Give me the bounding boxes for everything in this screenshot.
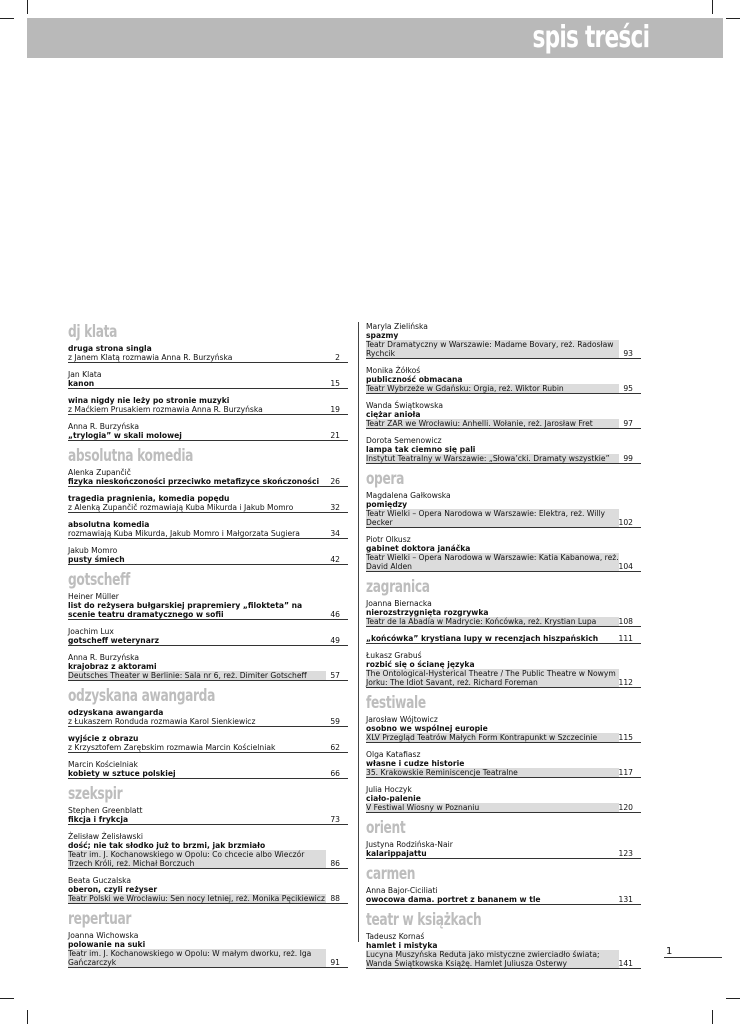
- section-title: repertuar: [68, 909, 132, 929]
- toc-entry[interactable]: [68, 832, 348, 869]
- entry-page-number: 34: [330, 529, 340, 538]
- entry-text: [68, 931, 348, 967]
- toc-entry[interactable]: [366, 715, 641, 743]
- section-title: orient: [366, 818, 406, 838]
- entry-text: [366, 750, 641, 777]
- toc-entry[interactable]: [366, 436, 641, 464]
- entry-author: Monika Żółkoś: [366, 366, 421, 375]
- entry-author: Wanda Świątkowska: [366, 401, 444, 410]
- toc-entry[interactable]: [366, 886, 641, 905]
- entry-title: absolutna komedia: [68, 520, 150, 529]
- entry-page-number: 102: [618, 518, 633, 527]
- toc-section-opera: [366, 471, 641, 572]
- entry-page-number: 131: [618, 895, 633, 904]
- entry-text: [366, 366, 641, 393]
- entry-page-number: 32: [330, 503, 340, 512]
- toc-section-festiwale: [366, 695, 641, 813]
- entry-description: Instytut Teatralny w Warszawie: „Słowa’cki. Dramaty wszystkie”: [366, 454, 619, 463]
- entry-author: Tadeusz Kornaś: [366, 932, 425, 941]
- toc-section-gotscheff: [68, 572, 348, 681]
- entry-page-number: 120: [618, 803, 633, 812]
- section-title: dj klata: [68, 322, 118, 342]
- section-title: absolutna komedia: [68, 446, 194, 466]
- section-title: teatr w książkach: [366, 910, 482, 930]
- entry-author: Joanna Biernacka: [366, 599, 432, 608]
- entry-text: [366, 599, 641, 626]
- entry-title: oberon, czyli reżyser: [68, 885, 158, 894]
- crop-mark: [726, 18, 740, 19]
- toc-section: [366, 322, 641, 464]
- entry-text: [366, 535, 641, 571]
- entry-title: spazmy: [366, 331, 399, 340]
- entry-page-number: 115: [618, 733, 633, 742]
- entry-page-number: 123: [618, 849, 633, 858]
- entry-description: Teatr Wybrzeże w Gdańsku: Orgia, reż. Wiktor Rubin: [366, 384, 619, 393]
- entry-page-number: 73: [330, 815, 340, 824]
- entry-text: [68, 468, 348, 486]
- entry-text: [366, 886, 641, 904]
- page-number-rule: [664, 957, 722, 958]
- section-title: szekspir: [68, 784, 123, 804]
- entry-description: Teatr Wielki – Opera Narodowa w Warszawie: Elektra, reż. Willy Decker: [366, 509, 619, 527]
- entry-page-number: 62: [330, 743, 340, 752]
- entry-title: gotscheff weterynarz: [68, 636, 159, 645]
- toc-section-orient: [366, 820, 641, 859]
- toc-entry[interactable]: [68, 520, 348, 539]
- entry-author: Żelisław Żelisławski: [68, 832, 144, 841]
- entry-text: [68, 520, 348, 538]
- entry-title: kalarippajattu: [366, 849, 427, 858]
- toc-entry[interactable]: [366, 750, 641, 778]
- entry-title: gabinet doktora janáčka: [366, 544, 471, 553]
- entry-author: Heiner Müller: [68, 592, 119, 601]
- entry-author: Joachim Lux: [68, 627, 114, 636]
- entry-description: Teatr Polski we Wrocławiu: Sen nocy letniej, reż. Monika Pęcikiewicz: [68, 894, 325, 903]
- column-divider: [358, 322, 359, 942]
- entry-title: rozbić się o ścianę języka: [366, 660, 475, 669]
- entry-author: Anna R. Burzyńska: [68, 422, 140, 431]
- entry-title: fikcja i frykcja: [68, 815, 129, 824]
- entry-title: pusty śmiech: [68, 555, 125, 564]
- toc-entry[interactable]: [68, 708, 348, 727]
- entry-text: [68, 760, 348, 778]
- entry-author: Jarosław Wójtowicz: [366, 715, 438, 724]
- entry-text: [68, 734, 348, 752]
- entry-page-number: 86: [330, 859, 340, 868]
- entry-page-number: 108: [618, 617, 633, 626]
- entry-text: [68, 344, 348, 362]
- entry-text: [366, 785, 641, 812]
- toc-entry[interactable]: [68, 876, 348, 904]
- entry-page-number: 26: [330, 477, 340, 486]
- entry-text: [366, 401, 641, 428]
- toc-section-teatr-w-ksiazkach: [366, 912, 641, 969]
- entry-description: 35. Krakowskie Reminiscencje Teatralne: [366, 768, 619, 777]
- crop-mark: [0, 18, 14, 19]
- entry-title: fizyka nieskończoności przeciwko metafizyce skończoności: [68, 477, 320, 486]
- page-title: spis treści: [532, 20, 649, 55]
- entry-description: Teatr de la Abadía w Madrycie: Końcówka, reż. Krystian Lupa: [366, 617, 619, 626]
- entry-description: Teatr ZAR we Wrocławiu: Anhelli. Wołanie, reż. Jarosław Fret: [366, 419, 619, 428]
- toc-entry[interactable]: [68, 546, 348, 565]
- toc-section-dj-klata: [68, 324, 348, 441]
- entry-title: kobiety w sztuce polskiej: [68, 769, 176, 778]
- entry-description: Teatr im. J. Kochanowskiego w Opolu: Co chcecie albo Wieczór Trzech Króli, reż. Michał Borczuch: [68, 850, 326, 868]
- entry-title: ciało-palenie: [366, 794, 421, 803]
- entry-page-number: 49: [330, 636, 340, 645]
- entry-text: [68, 494, 348, 512]
- entry-title: „trylogia” w skali molowej: [68, 431, 182, 440]
- toc-entry[interactable]: [366, 322, 641, 359]
- entry-title: lampa tak ciemno się pali: [366, 445, 476, 454]
- entry-description: z Alenką Zupančič rozmawiają Kuba Mikurda i Jakub Momro: [68, 503, 294, 512]
- entry-text: [68, 422, 348, 440]
- entry-page-number: 88: [330, 894, 340, 903]
- toc-entry[interactable]: [366, 932, 641, 969]
- entry-text: [366, 840, 641, 858]
- entry-text: [366, 651, 641, 687]
- entry-text: [366, 932, 641, 968]
- entry-author: Anna R. Burzyńska: [68, 653, 140, 662]
- entry-author: Maryla Zielińska: [366, 322, 428, 331]
- crop-mark: [712, 1010, 713, 1024]
- toc-entry[interactable]: [68, 344, 348, 363]
- entry-author: Marcin Kościelniak: [68, 760, 138, 769]
- entry-text: [68, 627, 348, 645]
- entry-author: Magdalena Gałkowska: [366, 491, 451, 500]
- entry-title: owocowa dama. portret z bananem w tle: [366, 895, 541, 904]
- crop-mark: [712, 0, 713, 14]
- section-title: carmen: [366, 864, 416, 884]
- entry-text: [366, 322, 641, 358]
- entry-author: Dorota Semenowicz: [366, 436, 442, 445]
- toc-entry[interactable]: [366, 366, 641, 394]
- entry-author: Justyna Rodzińska-Nair: [366, 840, 453, 849]
- entry-page-number: 57: [330, 671, 340, 680]
- entry-page-number: 15: [330, 379, 340, 388]
- toc-entry[interactable]: [366, 599, 641, 627]
- entry-author: Joanna Wichowska: [68, 931, 139, 940]
- toc-entry[interactable]: [68, 760, 348, 779]
- entry-page-number: 93: [623, 349, 633, 358]
- toc-entry[interactable]: [68, 806, 348, 825]
- entry-title: polowanie na suki: [68, 940, 146, 949]
- toc-section-szekspir: [68, 786, 348, 904]
- toc-section-zagranica: [366, 579, 641, 688]
- entry-description: rozmawiają Kuba Mikurda, Jakub Momro i Małgorzata Sugiera: [68, 529, 300, 538]
- toc-entry[interactable]: [366, 785, 641, 813]
- entry-description: Lucyna Muszyńska Reduta jako mistyczne zwierciadło świata; Wanda Świątkowska Książę. Hamlet Juliusza Osterwy: [366, 950, 619, 968]
- entry-text: [68, 546, 348, 564]
- entry-page-number: 59: [330, 717, 340, 726]
- toc-entry[interactable]: [366, 634, 641, 644]
- entry-title: nierozstrzygnięta rozgrywka: [366, 608, 489, 617]
- toc-section-absolutna-komedia: [68, 448, 348, 565]
- entry-title: hamlet i mistyka: [366, 941, 438, 950]
- entry-description: The Ontological-Hysterical Theatre / The Public Theatre w Nowym Jorku: The Idiot Savant, reż. Richard Foreman: [366, 669, 619, 687]
- entry-title: dość; nie tak słodko już to brzmi, jak brzmiało: [68, 841, 266, 850]
- crop-mark: [726, 998, 740, 999]
- entry-author: Stephen Greenblatt: [68, 806, 143, 815]
- toc-entry[interactable]: [68, 396, 348, 415]
- entry-text: [68, 396, 348, 414]
- toc-section-repertuar: [68, 911, 348, 968]
- entry-text: [68, 708, 348, 726]
- entry-page-number: 95: [623, 384, 633, 393]
- crop-mark: [0, 998, 14, 999]
- entry-text: [68, 876, 348, 903]
- entry-title: publiczność obmacana: [366, 375, 463, 384]
- entry-description: Deutsches Theater w Berlinie: Sala nr 6, reż. Dimiter Gotscheff: [68, 671, 326, 680]
- entry-author: Olga Katafiasz: [366, 750, 421, 759]
- entry-title: krajobraz z aktorami: [68, 662, 157, 671]
- entry-text: [68, 832, 348, 868]
- toc-right-column: [366, 322, 641, 976]
- entry-page-number: 21: [330, 431, 340, 440]
- entry-page-number: 91: [330, 958, 340, 967]
- entry-title: ciężar anioła: [366, 410, 421, 419]
- section-title: gotscheff: [68, 570, 130, 590]
- toc-entry[interactable]: [68, 734, 348, 753]
- entry-title: pomiędzy: [366, 500, 408, 509]
- entry-page-number: 46: [330, 610, 340, 619]
- entry-page-number: 42: [330, 555, 340, 564]
- entry-author: Piotr Olkusz: [366, 535, 411, 544]
- entry-title: osobno we wspólnej europie: [366, 724, 488, 733]
- toc-section-odzyskana-awangarda: [68, 688, 348, 779]
- toc-entry[interactable]: [68, 592, 348, 620]
- entry-description: z Krzysztofem Zarębskim rozmawia Marcin Kościelniak: [68, 743, 276, 752]
- entry-page-number: 141: [618, 959, 633, 968]
- entry-text: [366, 491, 641, 527]
- section-title: zagranica: [366, 577, 430, 597]
- header-banner: [27, 18, 723, 58]
- entry-text: [366, 436, 641, 463]
- entry-title: list do reżysera bułgarskiej prapremiery „filokteta” na scenie teatru dramatycznego w sofii: [68, 601, 303, 619]
- entry-description: z Łukaszem Ronduda rozmawia Karol Sienkiewicz: [68, 717, 256, 726]
- entry-title: tragedia pragnienia, komedia popędu: [68, 494, 230, 503]
- entry-title: „końcówka” krystiana lupy w recenzjach hiszpańskich: [366, 634, 599, 643]
- entry-page-number: 97: [623, 419, 633, 428]
- entry-description: z Janem Klatą rozmawia Anna R. Burzyńska: [68, 353, 233, 362]
- entry-author: Jan Klata: [68, 370, 102, 379]
- toc-entry[interactable]: [68, 468, 348, 487]
- section-title: opera: [366, 469, 404, 489]
- entry-title: wina nigdy nie leży po stronie muzyki: [68, 396, 230, 405]
- entry-description: Teatr im. J. Kochanowskiego w Opolu: W małym dworku, reż. Iga Gańczarczyk: [68, 949, 326, 967]
- entry-page-number: 99: [623, 454, 633, 463]
- entry-author: Beata Guczalska: [68, 876, 132, 885]
- entry-author: Alenka Zupančič: [68, 468, 131, 477]
- entry-description: Teatr Wielki – Opera Narodowa w Warszawie: Katia Kabanowa, reż. David Alden: [366, 553, 619, 571]
- page-number: 1: [666, 946, 673, 957]
- toc-entry[interactable]: [68, 653, 348, 681]
- entry-page-number: 117: [618, 768, 633, 777]
- entry-text: [68, 806, 348, 824]
- entry-description: Teatr Dramatyczny w Warszawie: Madame Bovary, reż. Radosław Rychcik: [366, 340, 619, 358]
- entry-title: własne i cudze historie: [366, 759, 465, 768]
- entry-author: Łukasz Grabuś: [366, 651, 422, 660]
- toc-left-column: [68, 322, 348, 975]
- toc-entry[interactable]: [68, 627, 348, 646]
- toc-entry[interactable]: [366, 840, 641, 859]
- toc-entry[interactable]: [68, 931, 348, 968]
- entry-title: druga strona singla: [68, 344, 152, 353]
- entry-description: z Maćkiem Prusakiem rozmawia Anna R. Burzyńska: [68, 405, 263, 414]
- entry-text: [366, 634, 641, 643]
- entry-text: [68, 592, 348, 619]
- entry-description: V Festiwal Wiosny w Poznaniu: [366, 803, 619, 812]
- entry-page-number: 104: [618, 562, 633, 571]
- toc-entry[interactable]: [366, 491, 641, 528]
- entry-page-number: 19: [330, 405, 340, 414]
- toc-entry[interactable]: [366, 401, 641, 429]
- entry-text: [68, 653, 348, 680]
- toc-entry[interactable]: [366, 651, 641, 688]
- toc-entry[interactable]: [68, 494, 348, 513]
- entry-author: Anna Bajor-Ciciliati: [366, 886, 438, 895]
- entry-author: Julia Hoczyk: [366, 785, 412, 794]
- toc-entry[interactable]: [68, 370, 348, 389]
- entry-description: XLV Przegląd Teatrów Małych Form Kontrapunkt w Szczecinie: [366, 733, 619, 742]
- crop-mark: [27, 1010, 28, 1024]
- toc-section-carmen: [366, 866, 641, 905]
- section-title: odzyskana awangarda: [68, 686, 215, 706]
- toc-entry[interactable]: [366, 535, 641, 572]
- entry-text: [366, 715, 641, 742]
- entry-author: Jakub Momro: [68, 546, 118, 555]
- toc-entry[interactable]: [68, 422, 348, 441]
- section-title: festiwale: [366, 693, 426, 713]
- entry-title: wyjście z obrazu: [68, 734, 139, 743]
- entry-page-number: 66: [330, 769, 340, 778]
- entry-page-number: 111: [618, 634, 633, 643]
- crop-mark: [27, 0, 28, 14]
- entry-title: kanon: [68, 379, 95, 388]
- entry-title: odzyskana awangarda: [68, 708, 164, 717]
- entry-page-number: 112: [618, 678, 633, 687]
- entry-page-number: 2: [335, 353, 340, 362]
- entry-text: [68, 370, 348, 388]
